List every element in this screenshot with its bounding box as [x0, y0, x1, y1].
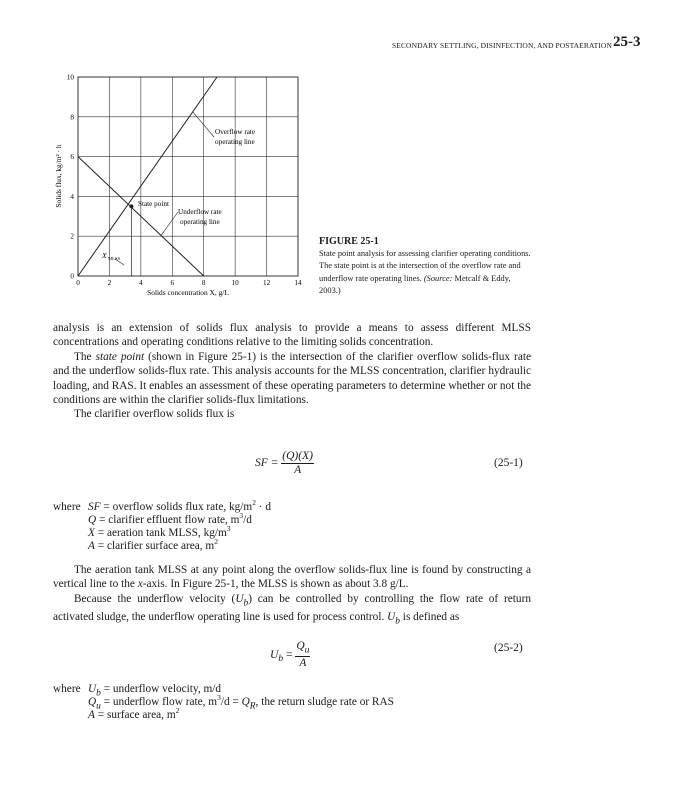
mlss-annotation-subscript: MLSS [108, 256, 121, 261]
equation-number-25-2: (25-2) [494, 642, 523, 654]
underflow-annotation-leader [161, 212, 178, 235]
eq1-def-a: A = clarifier surface area, $m^2$ [88, 537, 218, 552]
y-axis-label: Solids flux, kg/m² · h [54, 144, 63, 208]
y-tick-label: 2 [70, 232, 74, 241]
x-tick-label: 8 [201, 279, 206, 287]
equation-25-1 [255, 450, 314, 477]
y-tick-label: 8 [70, 113, 74, 122]
eq2-def-a: A = surface area, $m^2$ [88, 706, 180, 721]
plot-frame [78, 77, 298, 276]
eq2-def-ub: $U_b$ = underflow velocity, m/d [88, 683, 222, 699]
state-point-marker [129, 204, 133, 208]
y-tick-label: 6 [70, 153, 74, 162]
overflow-annotation-leader [193, 112, 214, 137]
state-point-term: state point [95, 350, 145, 363]
figure-caption-title: FIGURE 25-1 [319, 236, 379, 247]
running-header-title: SECONDARY SETTLING, DISINFECTION, AND POSTAERATION [392, 41, 612, 50]
paragraph-overflow-intro: The clarifier overflow solids flux is [74, 408, 235, 421]
figure-caption-source-label: (Source: [423, 273, 453, 283]
y-tick-label: 10 [66, 73, 74, 82]
underflow-annotation-line1: Underflow rate [178, 208, 222, 216]
eq1-where-word: where [53, 501, 81, 513]
eq1-fraction [281, 450, 314, 477]
figure-caption [319, 248, 533, 298]
equation-number-25-1: (25-1) [494, 457, 523, 469]
eq1-def-sf: SF = overflow solids flux rate, $kg/m^2 \cdot d$ [88, 498, 272, 513]
overflow-annotation-line2: operating line [215, 138, 255, 146]
paragraph-solids-flux: analysis is an extension of solids flux analysis to provide a means to assess different MLSS concentrations and operating conditions relative to the limiting solids concentration. [53, 322, 531, 349]
figure-caption-source: Metcalf & Eddy, 2003.) [319, 273, 511, 296]
page-number: 25-3 [613, 34, 641, 50]
state-point-chart [40, 66, 320, 302]
x-axis-label: Solids concentration X, g/L [147, 288, 229, 297]
x-tick-label: 10 [231, 279, 239, 287]
state-point-annotation: State point [138, 200, 169, 208]
underflow-annotation-line2: operating line [180, 218, 220, 226]
paragraph-state-point: The state point (shown in Figure 25-1) is the intersection of the clarifier overflow solids-flux rate and the underflow solids-flux rate. This analysis accounts for the MLSS concentration, clarifier hydraulic loading, and RAS. It enables an assessment of these operating parameters to determine whether or not the conditions are within the clarifier solids-flux limitations. [53, 350, 531, 407]
y-tick-label: 4 [70, 192, 74, 201]
overflow-annotation-line1: Overflow rate [215, 128, 256, 136]
chart-grid [78, 77, 298, 276]
eq2-lhs: U [270, 648, 279, 661]
body-text-top [53, 321, 531, 422]
x-tick-labels [76, 279, 302, 287]
paragraph-underflow: Because the underflow velocity $(U_b)$ can be controlled by controlling the flow rate of return activated sludge, the underflow operating line is used for process control. $U_b$ is defined as [53, 592, 531, 627]
eq2-def-qu: $Q_u$ = underflow flow rate, $m^3/d = Q_R$, the return sludge rate or RAS [88, 693, 394, 712]
eq1-lhs: SF = [255, 457, 279, 470]
mlss-annotation-symbol: X [102, 251, 107, 260]
body-text-middle [53, 563, 531, 629]
x-tick-label: 4 [139, 279, 143, 287]
eq1-def-x: X = aeration tank MLSS, $kg/m^3$ [88, 524, 231, 539]
x-tick-label: 14 [294, 279, 302, 287]
y-tick-label: 0 [70, 272, 74, 281]
x-tick-label: 2 [107, 279, 112, 287]
eq2-fraction: $\frac{Q_u}{A}$ [296, 640, 310, 670]
eq1-def-q: Q = clarifier effluent flow rate, $m^3/d$ [88, 511, 252, 526]
x-tick-label: 12 [262, 279, 271, 287]
equation-25-2: $U_b$ = $\frac{Q_u}{A}$ [270, 640, 310, 670]
eq2-where-word: where [53, 683, 81, 695]
eq1-numerator: (Q)(X) [282, 450, 313, 462]
x-tick-label: 6 [170, 279, 175, 287]
eq2-numerator: Q [296, 640, 305, 652]
y-tick-labels [67, 74, 75, 281]
paragraph-mlss: The aeration tank MLSS at any point along the overflow solids-flux line is found by constructing a vertical line to the x-axis. In Figure 25-1, the MLSS is shown as about 3.8 g/L. [53, 564, 531, 591]
figure-caption-text: State point analysis for assessing clarifier operating conditions. The state point is at the intersection of the overflow rate and underflow rate operating lines. [319, 249, 531, 283]
eq1-denominator: A [294, 464, 302, 476]
eq2-denominator: A [299, 657, 307, 670]
x-tick-label: 0 [76, 279, 80, 287]
